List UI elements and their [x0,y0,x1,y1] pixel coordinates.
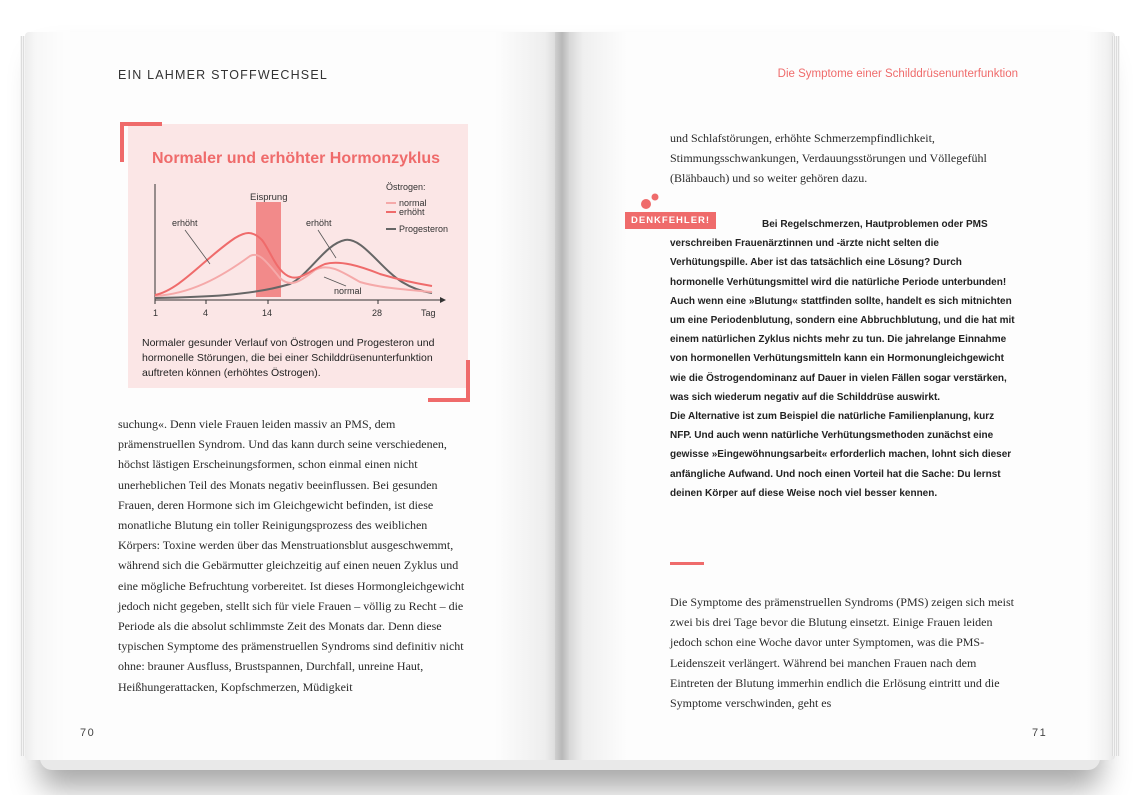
annotation-erhoeht-right: erhöht [306,218,332,228]
page-number-left: 70 [80,727,96,739]
annotation-leader-erhoeht-right [318,230,336,258]
running-header-left: EIN LAHMER STOFFWECHSEL [118,68,329,82]
page-number-right: 71 [1032,727,1048,739]
x-ticks [155,300,378,304]
callout-end-bar [670,562,704,565]
callout-dots-icon [640,192,664,210]
figure-title: Normaler und erhöhter Hormonzyklus [152,150,441,167]
callout-paragraph-1: Bei Regelschmerzen, Hautproblemen oder PMS verschreiben Frauenärztinnen und -ärzte nicht selten die Verhütungspille. Aber ist das tatsächlich eine Lösung? Durch hormonelle Verhütungsmittel wird die natürliche Periode unterbunden! Auch wenn eine »Blutung« stattfinden sollte, handelt es sich mitnichten um eine Periodenblutung, sondern eine Abbruchblutung, und die hat mit einem natürlichen Zyklus nichts mehr zu tun. Die jahrelange Einnahme von hormonellen Verhütungsmitteln kann ein Hormonungleichgewicht wie die Östrogendominanz auf Dauer in vielen Fällen sogar verstärken, was sich wiederum negativ auf die Schilddrüse auswirkt. [670,219,1015,403]
x-tick-label-1: 1 [153,308,159,318]
annotation-erhoeht-left: erhöht [172,218,198,228]
figure-caption: Normaler gesunder Verlauf von Östrogen und Progesteron und hormonelle Störungen, die bei einer Schilddrüsenunterfunktion auftreten können (erhöhtes Östrogen). [142,337,435,379]
annotation-normal: normal [334,286,362,296]
legend-label-elevated: erhöht [399,207,425,217]
page-edges-right [1112,36,1120,756]
legend-title: Östrogen: [386,182,426,192]
hormone-cycle-chart [140,178,455,328]
annotation-eisprung: Eisprung [250,192,288,203]
running-header-right: Die Symptome einer Schilddrüsenunterfunktion [777,68,1018,80]
x-axis-label: Tag [421,308,436,318]
right-body-paragraph-top: und Schlafstörungen, erhöhte Schmerzempfindlichkeit, Stimmungsschwankungen, Verdauungsstörungen und Völlegefühl (Blähbauch) und so weiter gehören dazu. [670,131,987,186]
x-axis-arrow [440,297,446,303]
x-tick-label-4: 4 [203,308,209,318]
left-body-text [118,414,466,697]
annotation-leader-erhoeht-left [185,230,210,264]
right-body-text-bottom [670,592,1015,713]
right-body-text-top [670,128,1010,189]
x-tick-label-14: 14 [262,308,273,318]
left-body-paragraph: suchung«. Denn viele Frauen leiden massiv an PMS, dem prämenstruellen Syndrom. Und das kann durch seine verschiedenen, höchst lästigen Erscheinungsformen, schon einmal einen nicht unerheblichen Teil des Monats negativ beeinflussen. Bei gesunden Frauen, deren Hormone sich im Gleichgewicht befinden, ist diese monatliche Blutung ein toller Reinigungsprozess des weiblichen Körpers: Toxine werden über das Menstruationsblut ausgeschwemmt, während sich die Gebärmutter gleichzeitig auf einen neuen Zyklus und eine mögliche Befruchtung vorbereitet. Ist dieses Hormongleichgewicht jedoch nicht gegeben, stellt sich für viele Frauen – völlig zu Recht – die Periode als die absolut schlimmste Zeit des Monats dar. Denn diese typischen Symptome des prämenstruellen Syndroms sind definitiv nicht ohne: brauner Ausfluss, Brustspannen, Durchfall, unreine Haut, Heißhungerattacken, Kopfschmerzen, Müdigkeit [118,417,465,694]
legend-label-progesterone: Progesteron [399,224,449,234]
x-tick-label-28: 28 [372,308,383,318]
callout-tag: DENKFEHLER! [625,212,716,229]
book-gutter [555,32,569,760]
legend-label-normal: normal [399,198,427,208]
callout-text [670,215,1015,503]
right-body-paragraph-bottom: Die Symptome des prämenstruellen Syndroms (PMS) zeigen sich meist zwei bis drei Tage bevor die Blutung einsetzt. Einige Frauen leiden jedoch schon eine Woche davor unter Symptomen, was die PMS-Leidenszeit verlängert. Während bei manchen Frauen nach dem Eintreten der Blutung immerhin endlich die Erlösung eintritt und die Symptome verschwinden, geht es [670,595,1014,711]
annotation-leader-normal [324,277,346,286]
callout-paragraph-2: Die Alternative ist zum Beispiel die natürliche Familienplanung, kurz NFP. Und auch wenn natürliche Verhütungsmethoden zunächst eine gewisse »Eingewöhnungsarbeit« erforderlich machen, lohnt sich dieser anfängliche Aufwand. Und noch einen Vorteil hat die Sache: Du lernst deinen Körper auf diese Weise noch viel besser kennen. [670,411,1012,499]
series-estrogen-normal-line [155,255,432,296]
